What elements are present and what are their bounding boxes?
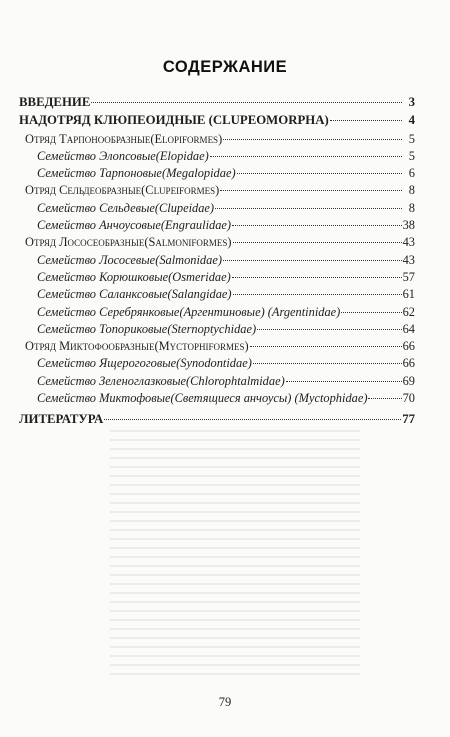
toc-entry-family[interactable] (19, 148, 415, 165)
toc-entry-family[interactable] (19, 269, 415, 286)
toc-entry-latin: (Sternoptychidae) (167, 321, 257, 336)
toc-entry-title: ВВЕДЕНИЕ (19, 95, 91, 109)
dot-leader (253, 363, 402, 364)
toc-entry-title: Семейство Саланксовые (37, 287, 168, 302)
dot-leader (210, 156, 402, 157)
toc-entry-title: Семейство Серебрянковые (37, 304, 180, 319)
toc-entry-order[interactable] (19, 131, 415, 148)
dot-leader (233, 294, 402, 295)
toc-entry-title: Отряд Тарпонообразные (25, 131, 151, 146)
toc-entry-order[interactable] (19, 182, 415, 199)
toc-entry-title: Семейство Зеленоглазковые (37, 373, 187, 388)
toc-entry-family[interactable] (19, 321, 415, 338)
toc-entry-page: 5 (408, 131, 415, 146)
toc-entry-title: Семейство Ящерогоговые (37, 356, 177, 371)
toc-entry-latin: (Osmeridae) (168, 269, 231, 284)
toc-entry-latin: (Salangidae) (167, 287, 232, 302)
toc-entry-family[interactable] (19, 217, 415, 234)
dot-leader (330, 120, 402, 121)
toc-entry-latin: (Светящиеся анчоусы) (Myctophidae) (170, 391, 368, 406)
toc-entry-latin: (Аргентиновые) (Argentinidae) (179, 304, 341, 319)
bleed-through-text (110, 430, 360, 680)
toc-entry-latin: (Myctophiformes) (154, 339, 249, 354)
dot-leader (223, 260, 402, 261)
toc-entry-family[interactable] (19, 165, 415, 182)
dot-leader (104, 419, 401, 420)
dot-leader (250, 346, 402, 347)
toc-entry-page: 8 (408, 183, 415, 198)
toc-entry-family[interactable] (19, 200, 415, 217)
toc-entry-title: Отряд Сельдеобразные (25, 183, 142, 198)
dot-leader (286, 381, 402, 382)
dot-leader (257, 329, 402, 330)
toc-entry-title: Семейство Элопсовые (37, 148, 156, 163)
dot-leader (232, 225, 402, 226)
toc-entry-latin: (Megalopidae) (161, 166, 236, 181)
dot-leader (220, 190, 402, 191)
toc-entry-latin: (Engraulidae) (160, 218, 232, 233)
dot-leader (232, 277, 402, 278)
toc-entry-page: 3 (408, 95, 415, 109)
dot-leader (215, 208, 402, 209)
toc-entry-order[interactable] (19, 234, 415, 251)
toc-entry-title: Семейство Топориковые (37, 321, 168, 336)
toc-entry-introduction[interactable] (19, 94, 415, 111)
toc-entry-page: 61 (402, 287, 415, 302)
toc-entry-page: 66 (402, 356, 415, 371)
page-title: СОДЕРЖАНИЕ (162, 58, 288, 76)
toc-entry-page: 43 (402, 235, 415, 250)
toc-entry-page: 38 (402, 218, 415, 233)
toc-entry-latin: (Salmoniformes) (144, 235, 232, 250)
toc-entry-family[interactable] (19, 304, 415, 321)
toc-entry-latin: (Clupeidae) (154, 200, 215, 215)
toc-entry-latin: (Chlorophtalmidae) (186, 373, 285, 388)
dot-leader (223, 139, 402, 140)
toc-entry-family[interactable] (19, 286, 415, 303)
toc-entry-family[interactable] (19, 355, 415, 372)
toc-entry-page: 70 (402, 391, 415, 406)
dot-leader (233, 242, 402, 243)
toc-entry-latin: (Elopiformes) (150, 131, 223, 146)
toc-entry-title: Отряд Миктофообразные (25, 339, 155, 354)
toc-entry-title: Семейство Лососевые (37, 252, 156, 267)
toc-entry-page: 8 (408, 200, 415, 215)
toc-entry-family[interactable] (19, 252, 415, 269)
toc-entry-page: 6 (408, 166, 415, 181)
toc-entry-page: 62 (402, 304, 415, 319)
toc-entry-superorder[interactable] (19, 112, 415, 129)
toc-entry-title: Семейство Тарпоновые (37, 166, 162, 181)
toc-entry-latin: (Salmonidae) (155, 252, 222, 267)
toc-entry-page: 66 (402, 339, 415, 354)
dot-leader (91, 102, 402, 103)
toc-entry-title: Семейство Корюшковые (37, 269, 169, 284)
toc-entry-literature[interactable] (19, 411, 415, 428)
toc-entry-title: Семейство Миктофовые (37, 391, 171, 406)
toc-entry-page: 77 (402, 412, 415, 427)
toc-entry-latin: (Elopidae) (155, 148, 209, 163)
table-of-contents (19, 93, 415, 430)
toc-entry-order[interactable] (19, 338, 415, 355)
toc-entry-title: Семейство Сельдевые (37, 200, 155, 215)
toc-entry-page: 5 (408, 148, 415, 163)
toc-entry-page: 57 (402, 269, 415, 284)
dot-leader (341, 312, 401, 313)
toc-entry-page: 43 (402, 252, 415, 267)
dot-leader (237, 173, 402, 174)
toc-entry-title: ЛИТЕРАТУРА (19, 412, 104, 427)
toc-entry-page: 69 (402, 373, 415, 388)
toc-entry-title: Семейство Анчоусовые (37, 218, 161, 233)
toc-entry-latin: (Synodontidae) (176, 356, 252, 371)
toc-entry-page: 64 (402, 321, 415, 336)
toc-entry-latin: (Clupeiformes) (141, 183, 220, 198)
dot-leader (368, 398, 401, 399)
toc-entry-family[interactable] (19, 390, 415, 407)
page-number: 79 (218, 695, 232, 709)
toc-entry-title: НАДОТРЯД КЛЮПЕОИДНЫЕ (CLUPEOMORPHA) (19, 113, 329, 128)
toc-entry-page: 4 (408, 113, 415, 128)
toc-entry-family[interactable] (19, 373, 415, 390)
toc-entry-title: Отряд Лососеобразные (25, 235, 145, 250)
